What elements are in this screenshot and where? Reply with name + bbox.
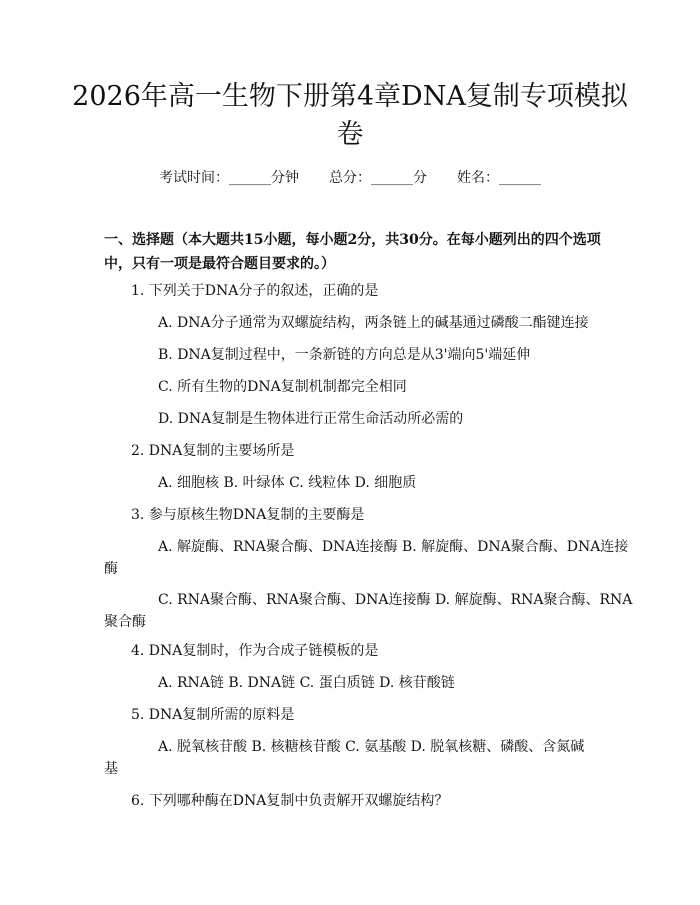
page-title: 2026年高一生物下册第4章DNA复制专项模拟卷 [72, 81, 628, 150]
question-5-options-wrap: 基 [104, 761, 118, 777]
question-6-stem: 6. 下列哪种酶在DNA复制中负责解开双螺旋结构？ [131, 793, 449, 809]
question-3-options-line1: A. 解旋酶、RNA聚合酶、DNA连接酶 B. 解旋酶、DNA聚合酶、DNA连接 [158, 539, 629, 555]
exam-total-score: 总分：______分 [329, 170, 427, 186]
question-3-options-line2-wrap: 聚合酶 [104, 614, 146, 630]
question-5-stem: 5. DNA复制所需的原料是 [131, 707, 295, 723]
student-name: 姓名：______ [457, 170, 541, 186]
question-3-options-line1-wrap: 酶 [104, 561, 118, 577]
question-1-stem: 1. 下列关于DNA分子的叙述，正确的是 [131, 283, 379, 299]
question-5-options: A. 脱氧核苷酸 B. 核糖核苷酸 C. 氨基酸 D. 脱氧核糖、磷酸、含氮碱 [158, 739, 585, 755]
question-2-stem: 2. DNA复制的主要场所是 [131, 443, 295, 459]
question-2-options: A. 细胞核 B. 叶绿体 C. 线粒体 D. 细胞质 [158, 475, 417, 491]
section-heading: 一、选择题（本大题共15小题，每小题2分，共30分。在每小题列出的四个选项中，只有一项是最符合题目要求的。） [104, 232, 601, 272]
question-4-stem: 4. DNA复制时，作为合成子链模板的是 [131, 643, 379, 659]
question-1-option-b: B. DNA复制过程中，一条新链的方向总是从3'端向5'端延伸 [158, 347, 531, 363]
question-1-option-d: D. DNA复制是生物体进行正常生命活动所必需的 [158, 411, 464, 427]
exam-meta [0, 168, 700, 188]
question-3-stem: 3. 参与原核生物DNA复制的主要酶是 [131, 507, 365, 523]
exam-time: 考试时间：______分钟 [159, 170, 299, 186]
question-4-options: A. RNA链 B. DNA链 C. 蛋白质链 D. 核苷酸链 [158, 675, 455, 691]
question-1-option-c: C. 所有生物的DNA复制机制都完全相同 [158, 379, 407, 395]
question-3-options-line2: C. RNA聚合酶、RNA聚合酶、DNA连接酶 D. 解旋酶、RNA聚合酶、RNA [158, 592, 633, 608]
question-1-option-a: A. DNA分子通常为双螺旋结构，两条链上的碱基通过磷酸二酯键连接 [158, 315, 589, 331]
